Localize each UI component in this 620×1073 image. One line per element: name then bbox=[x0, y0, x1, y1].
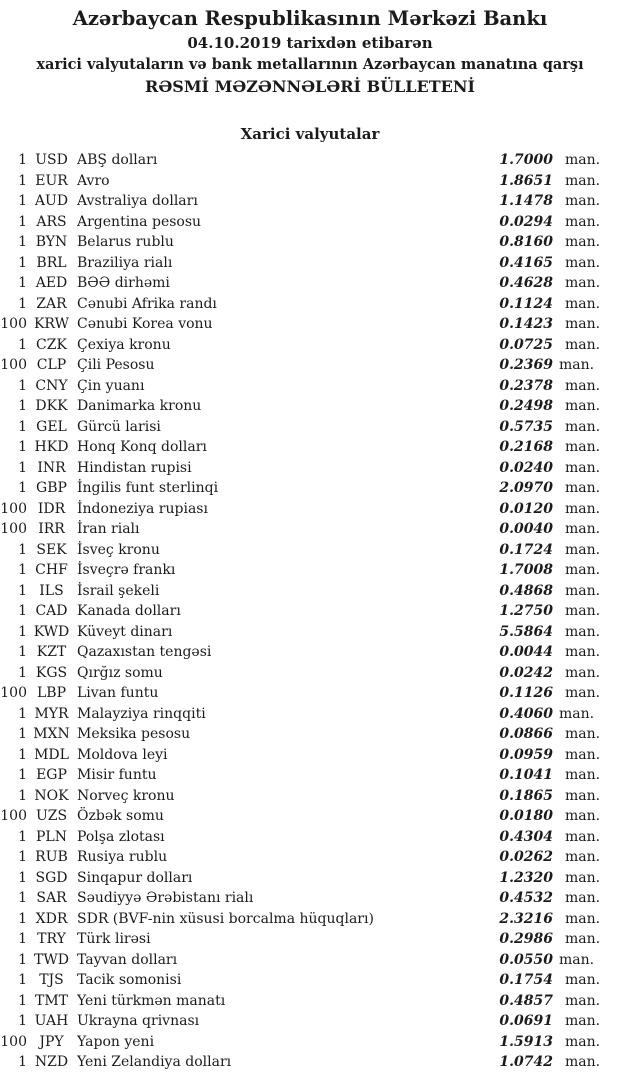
unit-label: man. bbox=[565, 234, 601, 250]
currency-name: Cənubi Korea vonu bbox=[77, 316, 213, 332]
table-row bbox=[0, 909, 620, 930]
unit-label: man. bbox=[565, 1054, 601, 1070]
rate-value: 0.0040 bbox=[499, 521, 553, 537]
currency-name: Özbək somu bbox=[77, 808, 164, 824]
rate-value: 0.1041 bbox=[499, 767, 553, 783]
table-row bbox=[0, 253, 620, 274]
unit-label: man. bbox=[565, 336, 601, 353]
rate-value: 0.0691 bbox=[499, 1013, 553, 1029]
rate-value: 0.4532 bbox=[499, 890, 553, 906]
rate-value: 0.2986 bbox=[499, 931, 553, 947]
currency-name: Avro bbox=[77, 172, 110, 189]
currency-code: KZT bbox=[36, 644, 67, 660]
currency-name: Cənubi Afrika randı bbox=[77, 295, 217, 312]
rate-value: 0.1423 bbox=[499, 316, 553, 332]
currency-name: Qırğız somu bbox=[77, 664, 163, 681]
currency-code: EGP bbox=[36, 767, 67, 783]
quantity: 1 bbox=[18, 767, 27, 783]
currency-code: UAH bbox=[34, 1013, 69, 1029]
currency-name: Livan funtu bbox=[77, 685, 159, 701]
unit-label: man. bbox=[565, 890, 601, 906]
currency-code: RUB bbox=[35, 849, 68, 865]
rate-value: 0.0242 bbox=[499, 664, 553, 681]
unit-label: man. bbox=[565, 193, 601, 209]
unit-label: man. bbox=[565, 972, 601, 988]
currency-name: Avstraliya dolları bbox=[77, 193, 198, 209]
currency-code: SAR bbox=[36, 890, 67, 906]
table-row bbox=[0, 560, 620, 581]
quantity: 1 bbox=[18, 562, 27, 578]
currency-name: Moldova leyi bbox=[77, 746, 168, 763]
table-row bbox=[0, 970, 620, 991]
currency-code: MDL bbox=[34, 746, 69, 763]
table-row bbox=[0, 1032, 620, 1053]
currency-code: CZK bbox=[36, 336, 67, 353]
unit-label: man. bbox=[559, 357, 595, 373]
currency-code: BYN bbox=[35, 234, 68, 250]
quantity: 100 bbox=[0, 808, 27, 824]
unit-label: man. bbox=[565, 623, 601, 640]
currency-name: İndoneziya rupiası bbox=[77, 500, 208, 517]
quantity: 1 bbox=[18, 849, 27, 865]
quantity: 1 bbox=[18, 746, 27, 763]
unit-label: man. bbox=[565, 213, 601, 230]
rate-value: 0.2168 bbox=[499, 439, 553, 455]
unit-label: man. bbox=[565, 1033, 601, 1050]
currency-code: CHF bbox=[35, 562, 68, 578]
table-row bbox=[0, 581, 620, 602]
currency-code: TRY bbox=[37, 931, 66, 947]
quantity: 1 bbox=[18, 398, 27, 414]
quantity: 1 bbox=[18, 541, 27, 558]
rate-value: 0.8160 bbox=[499, 234, 553, 250]
rate-value: 2.3216 bbox=[499, 910, 553, 927]
currency-name: İsveçrə frankı bbox=[77, 562, 176, 578]
quantity: 1 bbox=[18, 275, 27, 291]
unit-label: man. bbox=[565, 316, 601, 332]
rate-value: 0.4628 bbox=[499, 275, 553, 291]
table-row bbox=[0, 499, 620, 520]
rate-value: 0.2498 bbox=[499, 398, 553, 414]
quantity: 100 bbox=[0, 1033, 27, 1050]
currency-code: UZS bbox=[35, 808, 68, 824]
quantity: 1 bbox=[18, 295, 27, 312]
unit-label: man. bbox=[565, 931, 601, 947]
quantity: 100 bbox=[0, 521, 27, 537]
currency-code: JPY bbox=[39, 1033, 64, 1050]
currency-name: Küveyt dinarı bbox=[77, 623, 173, 640]
rate-value: 0.1754 bbox=[499, 972, 553, 988]
table-row bbox=[0, 1052, 620, 1073]
currency-name: İran rialı bbox=[77, 521, 140, 537]
table-row bbox=[0, 663, 620, 684]
currency-code: PLN bbox=[36, 828, 67, 845]
rate-value: 0.0044 bbox=[499, 644, 553, 660]
quantity: 1 bbox=[18, 1013, 27, 1029]
currency-name: Belarus rublu bbox=[77, 234, 174, 250]
table-row bbox=[0, 745, 620, 766]
currency-name: Braziliya rialı bbox=[77, 254, 173, 271]
table-row bbox=[0, 642, 620, 663]
table-row bbox=[0, 622, 620, 643]
rate-value: 1.7008 bbox=[499, 562, 553, 578]
currency-code: GBP bbox=[36, 480, 67, 496]
currency-code: ARS bbox=[36, 213, 67, 230]
currency-name: Yeni türkmən manatı bbox=[77, 992, 226, 1009]
currency-code: ZAR bbox=[36, 295, 67, 312]
unit-label: man. bbox=[565, 562, 601, 578]
rate-value: 0.4304 bbox=[499, 828, 553, 845]
quantity: 1 bbox=[18, 828, 27, 845]
currency-name: Türk lirəsi bbox=[77, 931, 151, 947]
currency-code: CNY bbox=[35, 377, 68, 394]
currency-code: NOK bbox=[34, 787, 69, 804]
table-row bbox=[0, 376, 620, 397]
rate-value: 1.7000 bbox=[499, 152, 553, 168]
unit-label: man. bbox=[565, 582, 601, 599]
unit-label: man. bbox=[565, 254, 601, 271]
rate-value: 0.0550 bbox=[499, 951, 553, 968]
rate-value: 0.1124 bbox=[499, 295, 553, 312]
table-row bbox=[0, 458, 620, 479]
table-row bbox=[0, 150, 620, 171]
currency-code: USD bbox=[35, 152, 68, 168]
quantity: 1 bbox=[18, 992, 27, 1009]
rate-value: 0.4857 bbox=[499, 992, 553, 1009]
unit-label: man. bbox=[565, 500, 601, 517]
currency-code: BRL bbox=[36, 254, 67, 271]
quantity: 1 bbox=[18, 254, 27, 271]
table-row bbox=[0, 314, 620, 335]
unit-label: man. bbox=[565, 685, 601, 701]
currency-name: ABŞ dolları bbox=[77, 152, 158, 168]
table-row bbox=[0, 232, 620, 253]
rate-value: 0.0180 bbox=[499, 808, 553, 824]
currency-code: NZD bbox=[34, 1054, 69, 1070]
rate-value: 0.2378 bbox=[499, 377, 553, 394]
unit-label: man. bbox=[565, 746, 601, 763]
currency-name: Sinqapur dolları bbox=[77, 869, 193, 886]
table-row bbox=[0, 519, 620, 540]
quantity: 1 bbox=[18, 603, 27, 619]
currency-code: CAD bbox=[35, 603, 68, 619]
quantity: 1 bbox=[18, 336, 27, 353]
quantity: 1 bbox=[18, 644, 27, 660]
currency-name: Səudiyyə Ərəbistanı rialı bbox=[77, 890, 254, 906]
quantity: 100 bbox=[0, 316, 27, 332]
table-row bbox=[0, 171, 620, 192]
unit-label: man. bbox=[565, 480, 601, 496]
unit-label: man. bbox=[565, 992, 601, 1009]
currency-name: Meksika pesosu bbox=[77, 726, 191, 742]
currency-name: Çili Pesosu bbox=[77, 357, 155, 373]
rate-value: 0.0866 bbox=[499, 726, 553, 742]
table-row bbox=[0, 417, 620, 438]
table-row bbox=[0, 950, 620, 971]
quantity: 1 bbox=[18, 705, 27, 722]
currency-name: Tayvan dolları bbox=[77, 951, 178, 968]
quantity: 1 bbox=[18, 787, 27, 804]
quantity: 1 bbox=[18, 480, 27, 496]
bulletin-title: RƏSMİ MƏZƏNNƏLƏRİ BÜLLETENİ bbox=[145, 77, 475, 96]
unit-label: man. bbox=[565, 849, 601, 865]
quantity: 1 bbox=[18, 459, 27, 476]
rate-value: 0.1865 bbox=[499, 787, 553, 804]
rate-value: 0.0294 bbox=[499, 213, 553, 230]
rate-value: 0.4060 bbox=[499, 705, 553, 722]
subtitle-line: xarici valyutaların və bank metallarının Azərbaycan manatına qarşı bbox=[36, 56, 584, 73]
currency-code: ILS bbox=[39, 582, 64, 599]
currency-name: BƏƏ dirhəmi bbox=[77, 275, 170, 291]
currency-name: İngilis funt sterlinqi bbox=[77, 480, 219, 496]
rate-value: 1.2320 bbox=[499, 869, 553, 886]
currency-name: Ukrayna qrivnası bbox=[77, 1013, 200, 1029]
table-row bbox=[0, 355, 620, 376]
currency-name: Yapon yeni bbox=[77, 1033, 155, 1050]
rate-value: 1.2750 bbox=[499, 603, 553, 619]
currency-code: AED bbox=[35, 275, 68, 291]
currency-code: CLP bbox=[36, 357, 67, 373]
unit-label: man. bbox=[565, 172, 601, 189]
currency-code: DKK bbox=[35, 398, 68, 414]
quantity: 1 bbox=[18, 972, 27, 988]
table-row bbox=[0, 765, 620, 786]
quantity: 1 bbox=[18, 726, 27, 742]
unit-label: man. bbox=[565, 295, 601, 312]
unit-label: man. bbox=[565, 275, 601, 291]
rate-value: 0.0262 bbox=[499, 849, 553, 865]
table-row bbox=[0, 273, 620, 294]
table-row bbox=[0, 806, 620, 827]
unit-label: man. bbox=[559, 705, 595, 722]
currency-code: INR bbox=[37, 459, 66, 476]
currency-code: EUR bbox=[35, 172, 68, 189]
currency-code: IRR bbox=[38, 521, 65, 537]
bank-title: Azərbaycan Respublikasının Mərkəzi Bankı bbox=[72, 7, 548, 30]
quantity: 1 bbox=[18, 1054, 27, 1070]
rate-value: 1.0742 bbox=[499, 1054, 553, 1070]
unit-label: man. bbox=[565, 828, 601, 845]
table-row bbox=[0, 991, 620, 1012]
quantity: 100 bbox=[0, 500, 27, 517]
unit-label: man. bbox=[565, 377, 601, 394]
currency-code: LBP bbox=[36, 685, 66, 701]
quantity: 1 bbox=[18, 664, 27, 681]
currency-code: SGD bbox=[35, 869, 68, 886]
unit-label: man. bbox=[565, 787, 601, 804]
unit-label: man. bbox=[565, 152, 601, 168]
section-title-foreign-currencies: Xarici valyutalar bbox=[240, 125, 380, 143]
rate-value: 0.0120 bbox=[499, 500, 553, 517]
currency-name: Yeni Zelandiya dolları bbox=[77, 1054, 232, 1070]
table-row bbox=[0, 437, 620, 458]
currency-name: Çin yuanı bbox=[77, 377, 145, 394]
rate-value: 0.1724 bbox=[499, 541, 553, 558]
quantity: 1 bbox=[18, 234, 27, 250]
currency-name: Norveç kronu bbox=[77, 787, 175, 804]
unit-label: man. bbox=[565, 418, 601, 435]
rate-value: 0.0725 bbox=[499, 336, 553, 353]
table-row bbox=[0, 827, 620, 848]
currency-name: Misir funtu bbox=[77, 767, 157, 783]
unit-label: man. bbox=[565, 644, 601, 660]
table-row bbox=[0, 888, 620, 909]
quantity: 1 bbox=[18, 213, 27, 230]
unit-label: man. bbox=[565, 541, 601, 558]
unit-label: man. bbox=[565, 439, 601, 455]
table-row bbox=[0, 704, 620, 725]
currency-code: TWD bbox=[34, 951, 69, 968]
quantity: 1 bbox=[18, 418, 27, 435]
unit-label: man. bbox=[565, 398, 601, 414]
rate-value: 0.1126 bbox=[499, 685, 553, 701]
rates-table bbox=[0, 150, 620, 1073]
table-row bbox=[0, 683, 620, 704]
currency-name: Malayziya rinqqiti bbox=[77, 705, 206, 722]
unit-label: man. bbox=[565, 726, 601, 742]
quantity: 1 bbox=[18, 377, 27, 394]
unit-label: man. bbox=[565, 459, 601, 476]
quantity: 100 bbox=[0, 685, 27, 701]
currency-code: IDR bbox=[37, 500, 66, 517]
quantity: 1 bbox=[18, 890, 27, 906]
rate-value: 1.8651 bbox=[499, 172, 553, 189]
quantity: 1 bbox=[18, 582, 27, 599]
quantity: 1 bbox=[18, 172, 27, 189]
table-row bbox=[0, 396, 620, 417]
currency-name: Danimarka kronu bbox=[77, 398, 202, 414]
unit-label: man. bbox=[565, 664, 601, 681]
quantity: 100 bbox=[0, 357, 27, 373]
currency-code: TMT bbox=[34, 992, 68, 1009]
currency-name: Qazaxıstan tengəsi bbox=[77, 644, 212, 660]
quantity: 1 bbox=[18, 152, 27, 168]
table-row bbox=[0, 212, 620, 233]
table-row bbox=[0, 929, 620, 950]
rate-value: 5.5864 bbox=[499, 623, 553, 640]
currency-name: Rusiya rublu bbox=[77, 849, 168, 865]
table-row bbox=[0, 868, 620, 889]
currency-name: Kanada dolları bbox=[77, 603, 181, 619]
unit-label: man. bbox=[565, 1013, 601, 1029]
unit-label: man. bbox=[565, 603, 601, 619]
quantity: 1 bbox=[18, 951, 27, 968]
rate-value: 0.0959 bbox=[499, 746, 553, 763]
effective-date-line: 04.10.2019 tarixdən etibarən bbox=[187, 34, 433, 52]
currency-name: İsveç kronu bbox=[77, 541, 160, 558]
table-row bbox=[0, 191, 620, 212]
currency-code: KRW bbox=[33, 316, 70, 332]
currency-name: Tacik somonisi bbox=[77, 972, 182, 988]
rate-value: 0.4165 bbox=[499, 254, 553, 271]
quantity: 1 bbox=[18, 869, 27, 886]
rate-value: 1.5913 bbox=[499, 1033, 553, 1050]
currency-code: MYR bbox=[34, 705, 69, 722]
rate-value: 0.0240 bbox=[499, 459, 553, 476]
currency-name: Hindistan rupisi bbox=[77, 459, 192, 476]
rate-value: 1.1478 bbox=[499, 193, 553, 209]
currency-name: İsrail şekeli bbox=[77, 582, 160, 599]
table-row bbox=[0, 1011, 620, 1032]
currency-name: Honq Konq dolları bbox=[77, 439, 207, 455]
table-row bbox=[0, 478, 620, 499]
quantity: 1 bbox=[18, 623, 27, 640]
currency-name: SDR (BVF-nin xüsusi borcalma hüquqları) bbox=[77, 910, 374, 927]
unit-label: man. bbox=[565, 869, 601, 886]
unit-label: man. bbox=[565, 910, 601, 927]
quantity: 1 bbox=[18, 910, 27, 927]
document-header bbox=[0, 0, 620, 98]
unit-label: man. bbox=[565, 767, 601, 783]
table-row bbox=[0, 601, 620, 622]
currency-code: HKD bbox=[34, 439, 69, 455]
table-row bbox=[0, 847, 620, 868]
currency-code: KGS bbox=[35, 664, 68, 681]
currency-name: Çexiya kronu bbox=[77, 336, 171, 353]
currency-code: AUD bbox=[34, 193, 69, 209]
table-row bbox=[0, 294, 620, 315]
table-row bbox=[0, 724, 620, 745]
rate-value: 0.4868 bbox=[499, 582, 553, 599]
quantity: 1 bbox=[18, 193, 27, 209]
table-row bbox=[0, 540, 620, 561]
currency-name: Argentina pesosu bbox=[77, 213, 202, 230]
unit-label: man. bbox=[565, 808, 601, 824]
currency-code: MXN bbox=[33, 726, 70, 742]
rate-value: 0.5735 bbox=[499, 418, 553, 435]
currency-code: GEL bbox=[36, 418, 67, 435]
rate-value: 0.2369 bbox=[499, 357, 553, 373]
currency-name: Gürcü larisi bbox=[77, 418, 161, 435]
unit-label: man. bbox=[565, 521, 601, 537]
table-row bbox=[0, 786, 620, 807]
unit-label: man. bbox=[559, 951, 595, 968]
currency-code: SEK bbox=[36, 541, 67, 558]
currency-name: Polşa zlotası bbox=[77, 828, 165, 845]
rate-value: 2.0970 bbox=[499, 480, 553, 496]
quantity: 1 bbox=[18, 439, 27, 455]
currency-code: KWD bbox=[33, 623, 70, 640]
table-row bbox=[0, 335, 620, 356]
quantity: 1 bbox=[18, 931, 27, 947]
currency-code: XDR bbox=[35, 910, 68, 927]
currency-code: TJS bbox=[39, 972, 64, 988]
